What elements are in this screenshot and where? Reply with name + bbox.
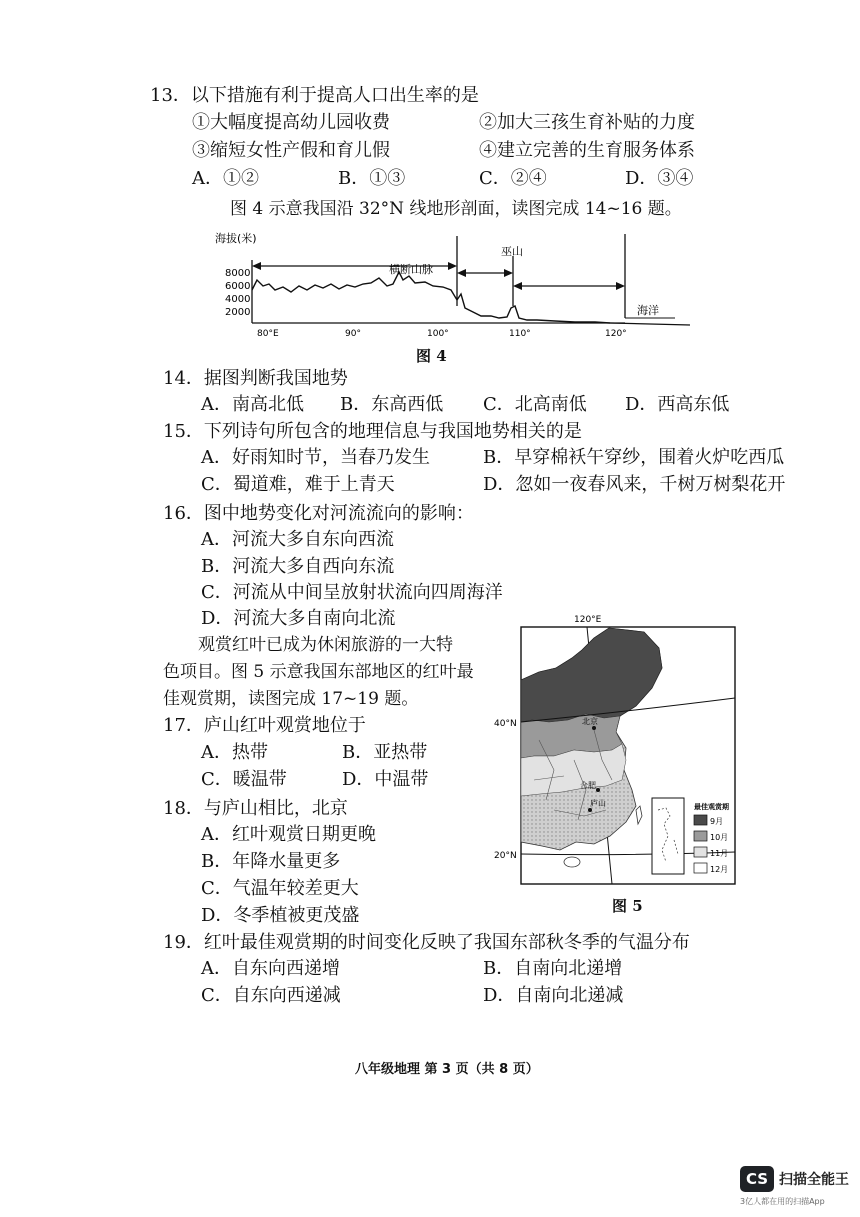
- question-16-option-c: C．河流从中间呈放射状流向四周海洋: [201, 582, 503, 603]
- question-14-option-c: C．北高南低: [483, 394, 587, 415]
- figure-5-legend-swatch-1: [694, 815, 707, 825]
- figure-4-arrowhead-1r: [448, 262, 457, 270]
- figure-5-legend-swatch-3: [694, 847, 707, 857]
- question-18-option-c: C．气温年较差更大: [201, 878, 359, 899]
- question-17-option-b: B．亚热带: [342, 742, 428, 763]
- figure-5-caption: 图 5: [612, 897, 643, 915]
- figure-5-beijing-marker: [592, 726, 596, 730]
- question-19-option-d: D．自南向北递减: [483, 985, 624, 1006]
- figure-5-city-beijing: 北京: [582, 717, 598, 726]
- question-19-stem: 19．红叶最佳观赏期的时间变化反映了我国东部秋冬季的气温分布: [163, 932, 690, 953]
- question-13-option-c: C．②④: [479, 168, 547, 189]
- intro-17-19-line-3: 佳观赏期，读图完成 17~19 题。: [163, 689, 419, 709]
- question-13-stem: 13．以下措施有利于提高人口出生率的是: [150, 85, 479, 106]
- figure-4-label-hengduan: 横断山脉: [389, 263, 433, 276]
- question-18-stem: 18．与庐山相比，北京: [163, 798, 348, 819]
- figure-4-xtick-120: 120°: [605, 329, 627, 339]
- page-footer: 八年级地理 第 3 页（共 8 页）: [355, 1062, 539, 1077]
- question-17-option-a: A．热带: [201, 742, 268, 763]
- question-16-option-a: A．河流大多自东向西流: [201, 529, 394, 550]
- question-15-option-c: C．蜀道难，难于上青天: [201, 474, 395, 495]
- question-13-item-4: ④建立完善的生育服务体系: [479, 140, 695, 161]
- figure-4-intro: 图 4 示意我国沿 32°N 线地形剖面，读图完成 14~16 题。: [230, 199, 682, 219]
- question-18-option-d: D．冬季植被更茂盛: [201, 905, 360, 926]
- question-15-option-a: A．好雨知时节，当春乃发生: [201, 447, 430, 468]
- figure-5-legend-swatch-4: [694, 863, 707, 873]
- figure-5-legend-1: 9月: [710, 817, 724, 826]
- figure-5-legend-4: 12月: [710, 865, 729, 874]
- figure-5-legend-2: 10月: [710, 833, 729, 842]
- figure-4-xtick-110: 110°: [509, 329, 531, 339]
- camscanner-subtitle: 3亿人都在用的扫描App: [740, 1197, 825, 1206]
- figure-4-arrowhead-2r: [504, 269, 513, 277]
- question-17-option-d: D．中温带: [342, 769, 429, 790]
- question-15-stem: 15．下列诗句所包含的地理信息与我国地势相关的是: [163, 421, 582, 442]
- figure-5-hefei-marker: [596, 788, 600, 792]
- intro-17-19-line-1: 观赏红叶已成为休闲旅游的一大特: [198, 635, 453, 655]
- question-17-option-c: C．暖温带: [201, 769, 287, 790]
- question-18-option-b: B．年降水量更多: [201, 851, 341, 872]
- figure-4-label-wushan: 巫山: [501, 245, 523, 258]
- question-16-option-d: D．河流大多自南向北流: [201, 608, 396, 629]
- question-19-option-a: A．自东向西递增: [201, 958, 340, 979]
- question-14-option-a: A．南高北低: [201, 394, 304, 415]
- question-13-item-2: ②加大三孩生育补贴的力度: [479, 112, 695, 133]
- camscanner-title: 扫描全能王: [779, 1172, 849, 1188]
- figure-4-xtick-80: 80°E: [257, 329, 279, 339]
- figure-5-map: [494, 610, 740, 888]
- question-15-option-b: B．早穿棉袄午穿纱，围着火炉吃西瓜: [483, 447, 785, 468]
- figure-4-ylabel: 海拔(米): [215, 232, 257, 245]
- question-16-option-b: B．河流大多自西向东流: [201, 556, 395, 577]
- question-13-option-b: B．①③: [338, 168, 406, 189]
- question-18-option-a: A．红叶观赏日期更晚: [201, 824, 376, 845]
- question-16-stem: 16．图中地势变化对河流流向的影响：: [163, 503, 474, 524]
- intro-17-19-line-2: 色项目。图 5 示意我国东部地区的红叶最: [163, 662, 474, 682]
- question-14-stem: 14．据图判断我国地势: [163, 368, 348, 389]
- question-13-item-3: ③缩短女性产假和育儿假: [192, 140, 390, 161]
- figure-5-lushan-marker: [588, 808, 592, 812]
- figure-5-legend-3: 11月: [710, 849, 729, 858]
- question-13-option-d: D．③④: [625, 168, 694, 189]
- question-13-option-a: A．①②: [192, 168, 259, 189]
- figure-4-arrowhead-2l: [457, 269, 466, 277]
- figure-5-hainan: [564, 857, 580, 867]
- question-19-option-c: C．自东向西递减: [201, 985, 341, 1006]
- figure-4-sea-surface: [610, 323, 690, 325]
- question-14-option-b: B．东高西低: [340, 394, 444, 415]
- figure-5-legend-swatch-2: [694, 831, 707, 841]
- figure-5-lat20-label: 20°N: [494, 851, 517, 861]
- question-19-option-b: B．自南向北递增: [483, 958, 623, 979]
- figure-4-arrowhead-1l: [252, 262, 261, 270]
- figure-5-inset: [652, 798, 684, 874]
- question-13-item-1: ①大幅度提高幼儿园收费: [192, 112, 390, 133]
- question-17-stem: 17．庐山红叶观赏地位于: [163, 715, 366, 736]
- figure-4-arrowhead-3r: [616, 282, 625, 290]
- figure-4-caption: 图 4: [416, 347, 447, 365]
- camscanner-logo: CS: [740, 1166, 774, 1192]
- figure-5-legend-title: 最佳观赏期: [694, 803, 729, 811]
- figure-4-label-ocean: 海洋: [637, 304, 659, 317]
- question-15-option-d: D．忽如一夜春风来，千树万树梨花开: [483, 474, 786, 495]
- figure-4-ytick-6000: 6000: [225, 281, 251, 292]
- figure-4-xtick-100: 100°: [427, 329, 449, 339]
- figure-5-city-lushan: 庐山: [590, 799, 606, 808]
- figure-4-arrowhead-3l: [513, 282, 522, 290]
- figure-5-lon-label: 120°E: [574, 615, 602, 625]
- figure-4-terrain-profile: [215, 228, 695, 346]
- figure-4-terrain-line: [252, 272, 610, 323]
- figure-5-city-hefei: 合肥: [580, 781, 596, 790]
- figure-4-ytick-8000: 8000: [225, 268, 251, 279]
- figure-5-lat40-label: 40°N: [494, 719, 517, 729]
- question-14-option-d: D．西高东低: [625, 394, 730, 415]
- figure-4-ytick-2000: 2000: [225, 307, 251, 318]
- figure-4-xtick-90: 90°: [345, 329, 361, 339]
- figure-4-ytick-4000: 4000: [225, 294, 251, 305]
